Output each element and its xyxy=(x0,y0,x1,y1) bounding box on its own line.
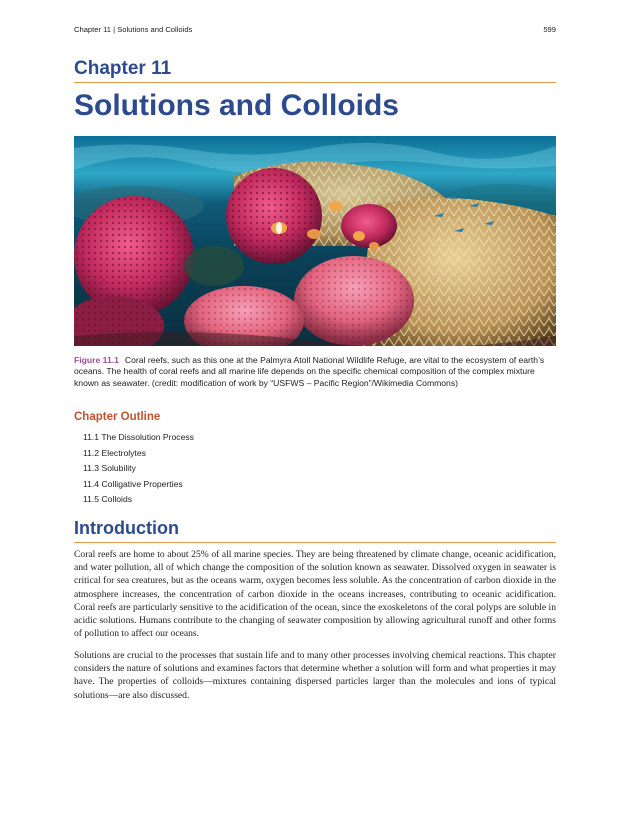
chapter-label: Chapter 11 xyxy=(74,58,172,79)
introduction-paragraph: Coral reefs are home to about 25% of all marine species. They are being threatened by climate change, oceanic acidification, and water pollution, all of which change the composition of the solution known as seawater. Dissolved oxygen in seawater is critical for sea creatures, but as the oceans warm, oxygen becomes less soluble. As the concentration of carbon dioxide in the atmosphere increases, the concentration of carbon dioxide in the oceans increases, contributing to oceanic acidification. Coral reefs are particularly sensitive to the acidification of the ocean, since the exoskeletons of the coral polyps are soluble in acidic solutions. Humans contribute to the changing of seawater composition by allowing agricultural runoff and other forms of pollution to affect our oceans. xyxy=(74,549,556,640)
figure-label: Figure 11.1 xyxy=(74,355,119,365)
outline-item[interactable]: 11.2 Electrolytes xyxy=(83,447,146,458)
chapter-title: Solutions and Colloids xyxy=(74,89,399,122)
introduction-rule xyxy=(74,542,556,543)
chapter-outline-heading: Chapter Outline xyxy=(74,411,161,423)
chapter-outline-list xyxy=(83,431,194,509)
page-number: 599 xyxy=(543,25,556,34)
running-head xyxy=(74,25,556,37)
coral-reef-photo xyxy=(74,136,556,346)
chapter-rule xyxy=(74,82,556,83)
outline-item[interactable]: 11.3 Solubility xyxy=(83,463,136,474)
introduction-paragraph: Solutions are crucial to the processes that sustain life and to many other processes involving chemical reactions. This chapter considers the nature of solutions and examines factors that determine whether a solution will form and what properties it may have. The properties of colloids—mixtures containing dispersed particles larger than the molecules and ions of typical solutions—are also discussed. xyxy=(74,650,556,701)
running-head-title: Chapter 11 | Solutions and Colloids xyxy=(74,25,193,34)
outline-item[interactable]: 11.1 The Dissolution Process xyxy=(83,432,194,442)
outline-item[interactable]: 11.5 Colloids xyxy=(83,494,133,505)
outline-item[interactable]: 11.4 Colligative Properties xyxy=(83,478,183,489)
introduction-heading: Introduction xyxy=(74,518,179,538)
figure-caption-text: Coral reefs, such as this one at the Palmyra Atoll National Wildlife Refuge, are vital to the ecosystem of earth’s oceans. The health of coral reefs and all marine life depends on the specific chemical composition of the complex mixture known as seawater. (credit: modification of work by “USFWS – Pacific Region”/Wikimedia Commons) xyxy=(74,355,545,388)
figure-caption xyxy=(74,355,556,389)
